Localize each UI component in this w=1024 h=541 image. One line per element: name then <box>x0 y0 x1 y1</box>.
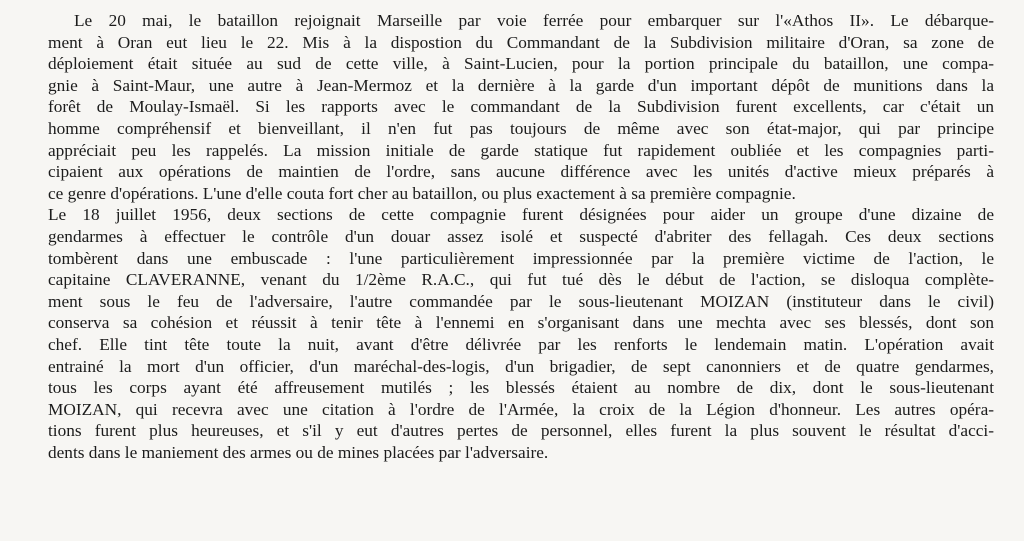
text-line: tions furent plus heureuses, et s'il y eut d'autres pertes de personnel, elles furent la plus souvent le résultat d'acci- <box>48 421 994 441</box>
text-line: conserva sa cohésion et réussit à tenir tête à l'ennemi en s'organisant dans une mechta avec ses blessés, dont son <box>48 313 994 333</box>
text-line: homme compréhensif et bienveillant, il n'en fut pas toujours de même avec son état-major, qui par principe <box>48 118 994 138</box>
text-line: Le 18 juillet 1956, deux sections de cette compagnie furent désignées pour aider un groupe d'une dizaine de <box>48 205 994 225</box>
text-line: forêt de Moulay-Ismaël. Si les rapports avec le commandant de la Subdivision furent excellents, car c'était un <box>48 97 994 117</box>
text-line: ment à Oran eut lieu le 22. Mis à la dispostion du Commandant de la Subdivision militaire d'Oran, sa zone de <box>48 32 994 52</box>
text-line: ce genre d'opérations. L'une d'elle couta fort cher au bataillon, ou plus exactement à sa première compagnie. <box>48 183 796 203</box>
text-line: Le 20 mai, le bataillon rejoignait Marseille par voie ferrée pour embarquer sur l'«Athos II». Le débarque- <box>74 11 994 30</box>
text-line: gnie à Saint-Maur, une autre à Jean-Mermoz et la dernière à la garde d'un important dépôt de munitions dans la <box>48 75 994 95</box>
text-line: cipaient aux opérations de maintien de l'ordre, sans aucune différence avec les unités d'active mieux préparés à <box>48 162 994 182</box>
text-line: gendarmes à effectuer le contrôle d'un douar assez isolé et suspecté d'abriter des fellagah. Ces deux sections <box>48 226 994 246</box>
text-line: ment sous le feu de l'adversaire, l'autre commandée par le sous-lieutenant MOIZAN (instituteur dans le civil) <box>48 291 994 311</box>
text-line: capitaine CLAVERANNE, venant du 1/2ème R.A.C., qui fut tué dès le début de l'action, se disloqua complète- <box>48 270 994 290</box>
text-line: appréciait peu les rappelés. La mission initiale de garde statique fut rapidement oubliée et les compagnies parti- <box>48 140 994 160</box>
text-paragraph <box>48 10 994 463</box>
text-line: entrainé la mort d'un officier, d'un maréchal-des-logis, d'un brigadier, de sept canonniers et de quatre gendarmes, <box>48 356 994 376</box>
text-line: tous les corps ayant été affreusement mutilés ; les blessés étaient au nombre de dix, dont le sous-lieutenant <box>48 378 994 398</box>
text-line: déploiement était située au sud de cette ville, à Saint-Lucien, pour la portion principale du bataillon, une compa- <box>48 54 994 74</box>
text-line: chef. Elle tint tête toute la nuit, avant d'être délivrée par les renforts le lendemain matin. L'opération avait <box>48 334 994 354</box>
text-line: MOIZAN, qui recevra avec une citation à l'ordre de l'Armée, la croix de la Légion d'honneur. Les autres opéra- <box>48 399 994 419</box>
text-line: tombèrent dans une embuscade : l'une particulièrement impressionnée par la première victime de l'action, le <box>48 248 994 268</box>
text-line: dents dans le maniement des armes ou de mines placées par l'adversaire. <box>48 442 549 462</box>
